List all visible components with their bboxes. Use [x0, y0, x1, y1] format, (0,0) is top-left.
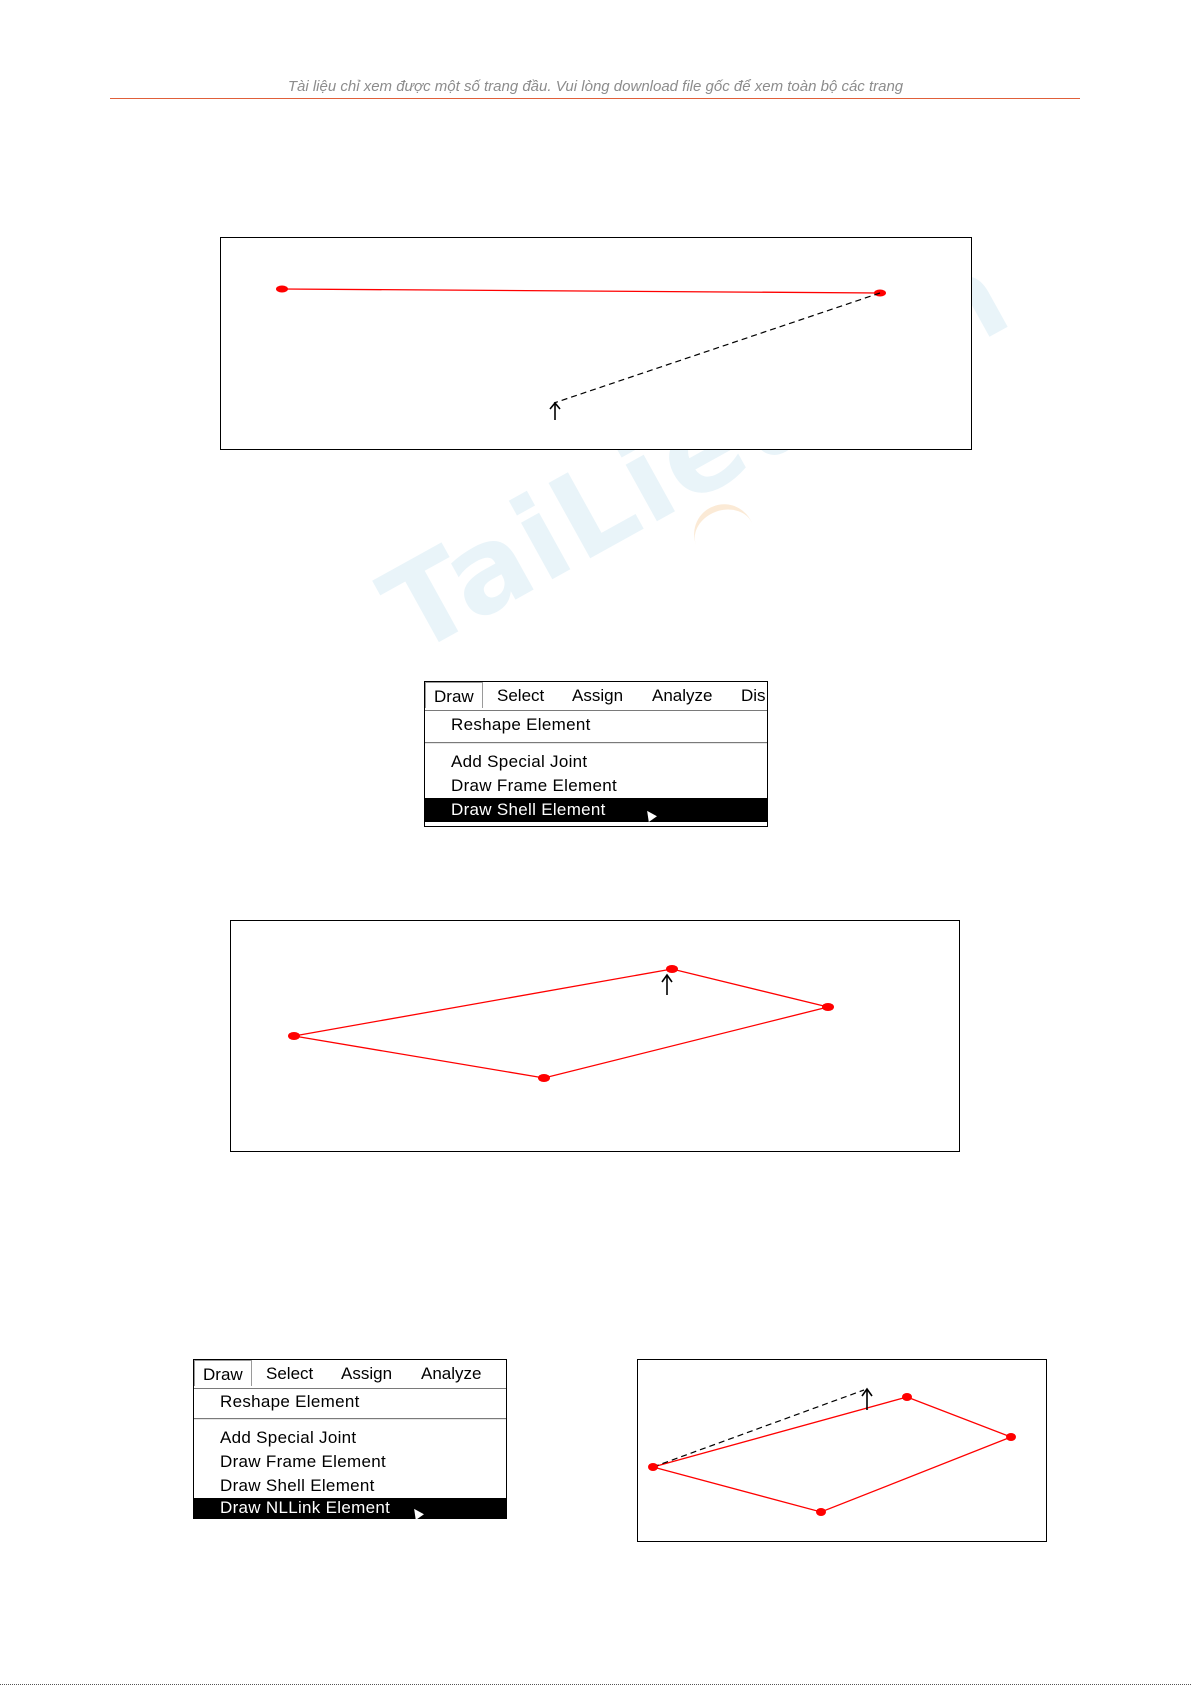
joint-dot-icon[interactable] — [666, 965, 678, 973]
menu-analyze[interactable]: Analyze — [421, 1364, 482, 1383]
joint-dot-icon[interactable] — [538, 1074, 550, 1082]
menu-item-add-special-joint[interactable]: Add Special Joint — [451, 752, 588, 771]
menu-item-reshape-element[interactable]: Reshape Element — [220, 1392, 360, 1411]
arrow-up-icon — [662, 975, 672, 995]
shell-element-outline — [653, 1397, 1011, 1512]
joint-dot-icon[interactable] — [276, 286, 288, 293]
menu-separator — [425, 742, 767, 744]
menu-item-draw-shell-element[interactable]: Draw Shell Element — [220, 1476, 375, 1495]
menu-item-draw-frame-element[interactable]: Draw Frame Element — [451, 776, 617, 795]
joint-dot-icon[interactable] — [822, 1003, 834, 1011]
menu-draw[interactable]: Draw — [194, 1360, 252, 1386]
menu-item-draw-shell-element[interactable] — [425, 798, 767, 822]
draw-menu-shell[interactable] — [424, 681, 768, 827]
menu-draw[interactable]: Draw — [425, 682, 483, 708]
menu-item-add-special-joint[interactable]: Add Special Joint — [220, 1428, 357, 1447]
nllink-drawing-canvas[interactable] — [638, 1360, 1046, 1541]
menu-bar — [194, 1360, 506, 1389]
menu-assign[interactable]: Assign — [341, 1364, 393, 1383]
frame-element-line — [282, 289, 880, 293]
joint-dot-icon[interactable] — [1006, 1433, 1016, 1441]
header-rule — [110, 98, 1080, 99]
shell-element-outline — [294, 969, 828, 1078]
menu-item-label: Draw Shell Element — [451, 800, 606, 819]
nllink-drawing-panel[interactable] — [637, 1359, 1047, 1542]
menu-separator — [194, 1418, 506, 1420]
rubber-band-line — [554, 293, 880, 403]
frame-drawing-panel[interactable] — [220, 237, 972, 450]
header-note: Tài liệu chỉ xem được một số trang đầu. Vui lòng download file gốc để xem toàn bộ các trang — [287, 78, 904, 95]
joint-dot-icon[interactable] — [902, 1393, 912, 1401]
menu-analyze[interactable]: Analyze — [652, 686, 713, 705]
shell-drawing-canvas[interactable] — [231, 921, 959, 1151]
menu-item-label: Draw NLLink Element — [220, 1498, 391, 1517]
joint-dot-icon[interactable] — [648, 1463, 658, 1471]
pointer-icon — [410, 1506, 424, 1520]
frame-drawing-canvas[interactable] — [221, 238, 971, 449]
watermark: TaiLieu.vn — [360, 225, 1032, 681]
menu-select[interactable]: Select — [266, 1364, 314, 1383]
pointer-icon — [643, 808, 657, 822]
menu-assign[interactable]: Assign — [572, 686, 624, 705]
menu-item-reshape-element[interactable]: Reshape Element — [451, 715, 591, 734]
menu-select[interactable]: Select — [497, 686, 545, 705]
menu-item-draw-frame-element[interactable]: Draw Frame Element — [220, 1452, 386, 1471]
arrow-up-icon — [550, 403, 560, 420]
menu-bar — [425, 682, 767, 711]
joint-dot-icon[interactable] — [288, 1032, 300, 1040]
shell-drawing-panel[interactable] — [230, 920, 960, 1152]
joint-dot-icon[interactable] — [816, 1508, 826, 1516]
rubber-band-line — [653, 1390, 864, 1467]
draw-menu-nllink[interactable] — [193, 1359, 507, 1519]
watermark-arc — [686, 496, 755, 550]
menu-display[interactable]: Dis — [741, 686, 766, 705]
menu-item-draw-nllink-element[interactable] — [194, 1498, 506, 1518]
